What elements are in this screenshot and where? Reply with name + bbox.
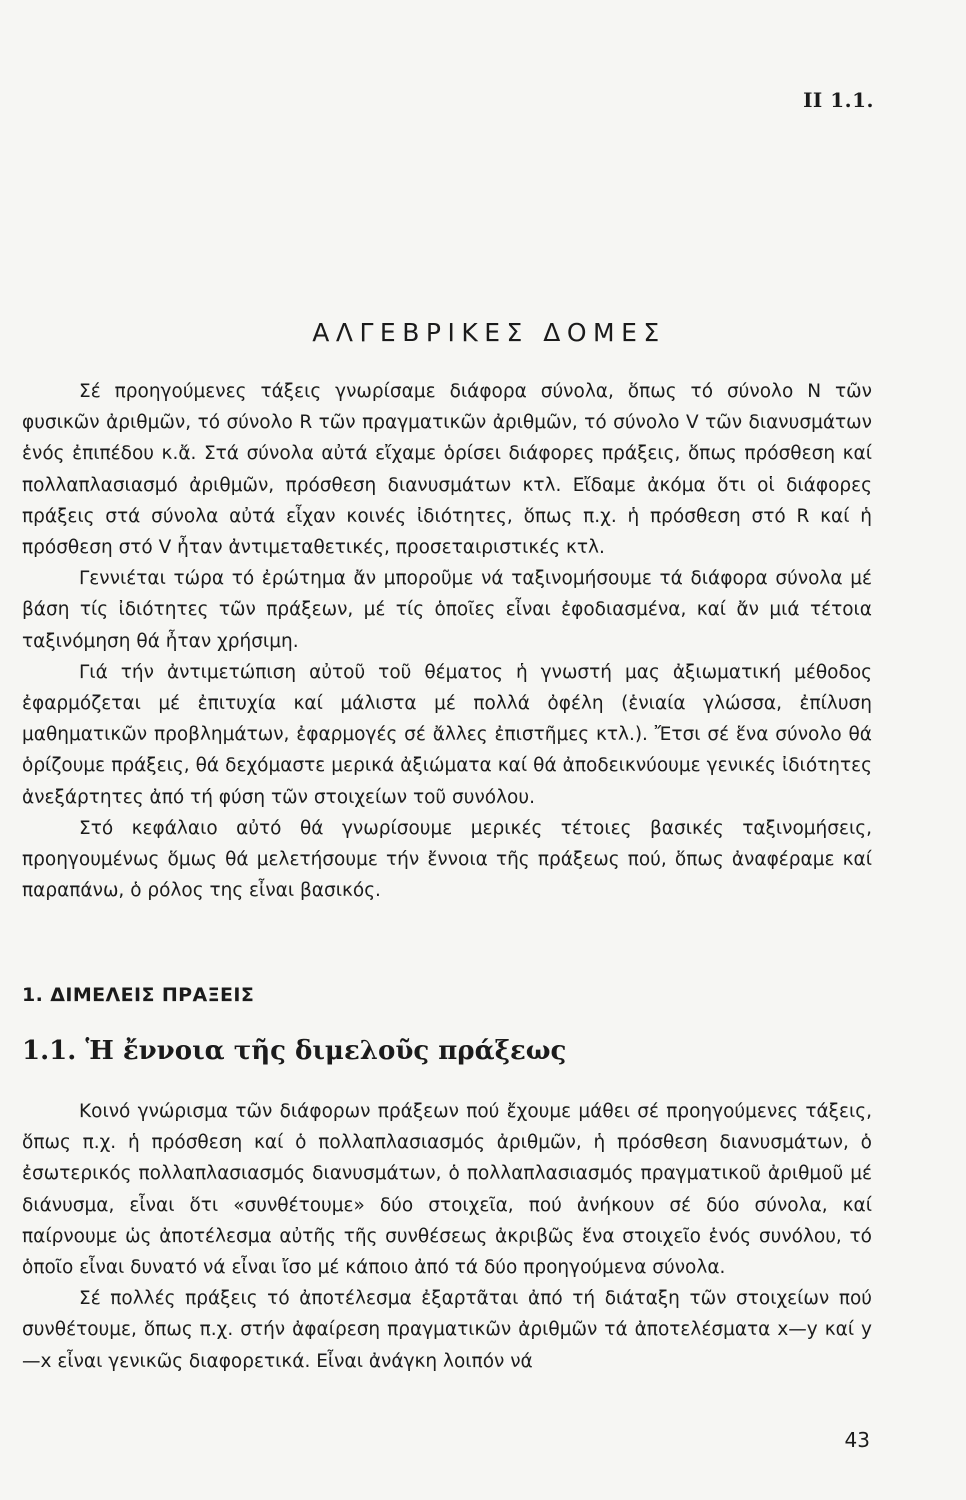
intro-paragraph-1: Σέ προηγούμενες τάξεις γνωρίσαμε διάφορα σύνολα, ὅπως τό σύνολο N τῶν φυσικῶν ἀριθμῶν, τό σύνολο R τῶν πραγματικῶν ἀριθμῶν, τό σύνολο V τῶν διανυσμάτων ἑνός ἐπιπέδου κ.ἄ. Στά σύνολα αὐτά εἴχαμε ὁρίσει διάφορες πράξεις, ὅπως πρόσθεση καί πολλαπλασιασμό ἀριθμῶν, πρόσθεση διανυσμάτων κτλ. Εἴδαμε ἀκόμα ὅτι οἱ διάφορες πράξεις στά σύνολα αὐτά εἶχαν κοινές ἰδιότητες, ὅπως π.χ. ἡ πρόσθεση στό R καί ἡ πρόσθεση στό V ἦταν ἀντιμεταθετικές, προσεταιριστικές κτλ. (22, 381, 872, 559)
subsection-paragraph-1: Κοινό γνώρισμα τῶν διάφορων πράξεων πού ἔχουμε μάθει σέ προηγούμενες τάξεις, ὅπως π.χ. ἡ πρόσθεση καί ὁ πολλαπλασιασμός ἀριθμῶν, ἡ πρόσθεση διανυσμάτων, ὁ ἐσωτερικός πολλαπλασιασμός διανυσμάτων, ὁ πολλαπλασιασμός πραγματικοῦ ἀριθμοῦ μέ διάνυσμα, εἶναι ὅτι «συνθέτουμε» δύο στοιχεῖα, πού ἀνήκουν σέ δύο σύνολα, καί παίρνουμε ὡς ἀποτέλεσμα αὐτῆς τῆς συνθέσεως ἀκριβῶς ἕνα στοιχεῖο ἑνός συνόλου, τό ὁποῖο εἶναι δυνατό νά εἶναι ἴσο μέ κάποιο ἀπό τά δύο προηγούμενα σύνολα. (22, 1101, 872, 1279)
page-number: 43 (844, 1428, 870, 1452)
subsection-text (22, 1096, 872, 1377)
subsection-heading: 1.1. Ἡ ἔννοια τῆς διμελοῦς πράξεως (22, 1036, 567, 1066)
subsection-paragraph-2: Σέ πολλές πράξεις τό ἀποτέλεσμα ἐξαρτᾶται ἀπό τή διάταξη τῶν στοιχείων πού συνθέτουμε, ὅπως π.χ. στήν ἀφαίρεση πραγματικῶν ἀριθμῶν τά ἀποτελέσματα x—y καί y—x εἶναι γενικῶς διαφορετικά. Εἶναι ἀνάγκη λοιπόν νά (22, 1288, 872, 1372)
running-head: II 1.1. (803, 88, 874, 112)
intro-paragraph-4: Στό κεφάλαιο αὐτό θά γνωρίσουμε μερικές τέτοιες βασικές ταξινομήσεις, προηγουμένως ὅμως θά μελετήσουμε τήν ἔννοια τῆς πράξεως πού, ὅπως ἀναφέραμε καί παραπάνω, ὁ ρόλος της εἶναι βασικός. (22, 817, 872, 902)
intro-paragraph-3: Γιά τήν ἀντιμετώπιση αὐτοῦ τοῦ θέματος ἡ γνωστή μας ἀξιωματική μέθοδος ἐφαρμόζεται μέ ἐπιτυχία καί μάλιστα μέ πολλά ὀφέλη (ἑνιαία γλώσσα, ἐπίλυση μαθηματικῶν προβλημάτων, ἐφαρμογές σέ ἄλλες ἐπιστῆμες κτλ.). Ἔτσι σέ ἕνα σύνολο θά ὁρίζουμε πράξεις, θά δεχόμαστε μερικά ἀξιώματα καί θά ἀποδεικνύουμε γενικές ἰδιότητες ἀνεξάρτητες ἀπό τή φύση τῶν στοιχείων τοῦ συνόλου. (22, 661, 872, 808)
intro-paragraph-2: Γεννιέται τώρα τό ἐρώτημα ἄν μποροῦμε νά ταξινομήσουμε τά διάφορα σύνολα μέ βάση τίς ἰδιότητες τῶν πράξεων, μέ τίς ὁποῖες εἶναι ἐφοδιασμένα, καί ἄν μιά τέτοια ταξινόμηση θά ἦταν χρήσιμη. (22, 568, 872, 652)
chapter-title: ΑΛΓΕΒΡΙΚΕΣ ΔΟΜΕΣ (312, 318, 666, 347)
section-heading: 1. ΔΙΜΕΛΕΙΣ ΠΡΑΞΕΙΣ (22, 984, 255, 1006)
intro-text (22, 376, 872, 906)
